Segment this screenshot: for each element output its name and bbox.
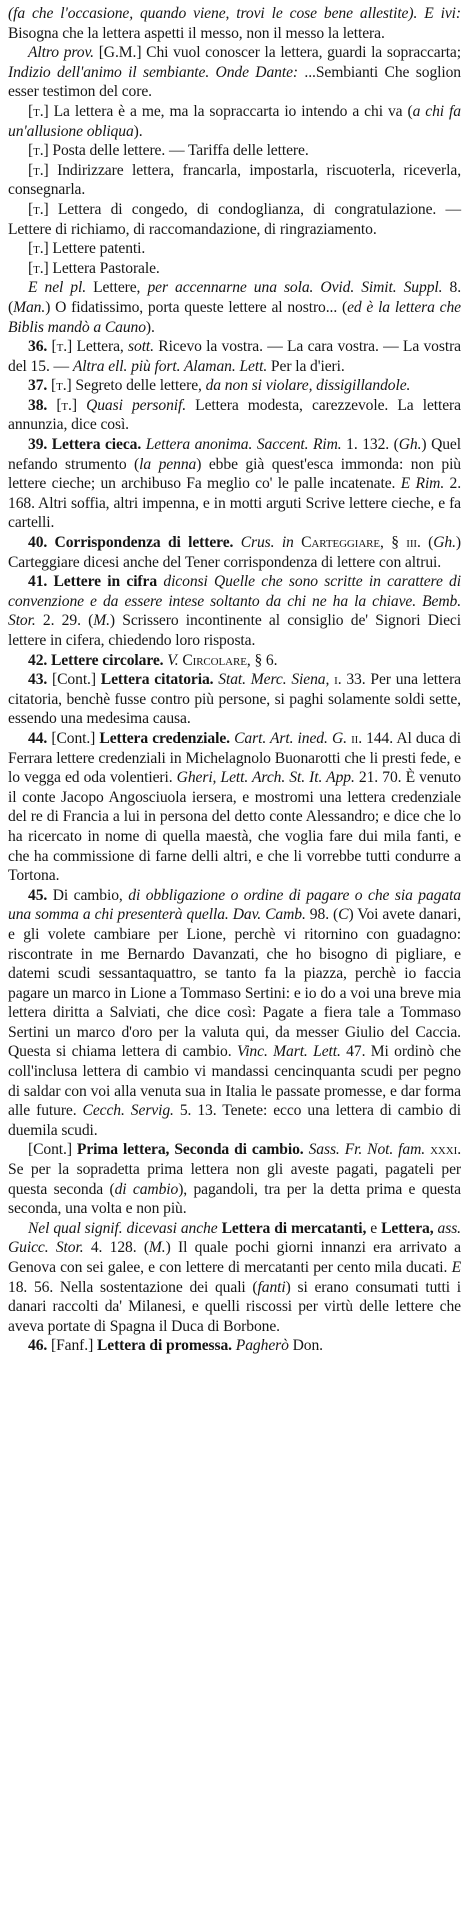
- paragraph-altro-prov: Altro prov. [G.M.] Chi vuol conoscer la lettera, guardi la sopraccarta; Indizio dell'animo il sembiante. Onde Dante: ...Sembianti Che soglion esser testimon del core.: [8, 44, 461, 101]
- paragraph-indirizzare: [t.] Indirizzare lettera, francarla, impostarla, riscuoterla, riceverla, consegnarla.: [8, 161, 461, 199]
- entry-41: 41. Lettere in cifra diconsi Quelle che sono scritte in carattere di convenzione e da essere intese soltanto da chi ne ha la chiave. Bemb. Stor. 2. 29. (M.) Scrissero incontinente al consiglio de' Signori Dieci lettere in cifera, chiedendo loro risposta.: [8, 573, 461, 649]
- paragraph-prima-lettera: [Cont.] Prima lettera, Seconda di cambio. Sass. Fr. Not. fam. xxxi. Se per la sopradetta prima lettera non gli aveste pagati, pagateli per questa seconda (di cambio), pagandoli, tra per la detta prima e questa seconda, una volta e non più.: [8, 1141, 461, 1218]
- entry-39: 39. Lettera cieca. Lettera anonima. Saccent. Rim. 1. 132. (Gh.) Quel nefando strumento (la penna) ebbe già quest'esca immonda: non più lettere cieche; un archibuso Fa meglio co' le palle incatenate. E Rim. 2. 168. Altri soffia, altri impenna, e in motti arguti Scrive lettere cieche, e fa cartelli.: [8, 436, 462, 532]
- entry-37: 37. [t.] Segreto delle lettere, da non si violare, dissigillandole.: [28, 377, 411, 395]
- paragraph-patenti: [t.] Lettere patenti.: [28, 240, 146, 258]
- paragraph-0-continuation: (fa che l'occasione, quando viene, trovi le cose bene allestite). E ivi: Bisogna che la lettera aspetti il messo, non il messo la lettera.: [8, 5, 461, 42]
- entry-36: 36. [t.] Lettera, sott. Ricevo la vostra. — La cara vostra. — La vostra del 15. — Altra ell. più fort. Alaman. Lett. Per la d'ieri.: [8, 338, 461, 375]
- entry-45: 45. Di cambio, di obbligazione o ordine di pagare o che sia pagata una somma a chi presenterà quella. Dav. Camb. 98. (C) Voi avete danari, e gli volete cambiare per Lione, perchè vi ritornino con guadagno: riscontrate in me Bernardo Davanzati, che ho bisogno di pigliare, e datemi scudi sessantaquattro, se tanto fa la piazza, perchè io faccia pagare un marco in Lione a Tommaso Sertini: e io do a voi una breve mia lettera diritta a Salviati, che dice così: Pagate a fiera tale a Tommaso Sertini un marco d'oro per la valuta qui, da messer Giulio del Caccia. Questa si chiama lettera di cambio. Vinc. Mart. Lett. 47. Mi ordinò che coll'inclusa lettera di cambio vi mandassi cencinquanta scudi per pegno di saldar con voi alla venuta sua in Italia le passate promesse, e dar forma alle future. Cecch. Servig. 5. 13. Tenete: ecco una lettera di cambio di duemila scudi.: [8, 886, 462, 1139]
- entry-43: 43. [Cont.] Lettera citatoria. Stat. Merc. Siena, i. 33. Per una lettera citatoria, benchè fusse contro più persone, si paghi solamente soldi sette, essendo una medesima causa.: [8, 671, 461, 728]
- paragraph-pastorale: [t.] Lettera Pastorale.: [28, 259, 160, 277]
- paragraph-nel-qual-signif: Nel qual signif. dicevasi anche Lettera di mercatanti, e Lettera, ass. Guicc. Stor. 4. 128. (M.) Il quale pochi giorni innanzi era arrivato a Genova con sei galee, e con lettere di mercatanti per cento mila ducati. E 18. 56. Nella sostentazione dei quali (fanti) si erano consumati tutti i danari raccolti da' Milanesi, e quelli riscossi per virtù delle lettere che aveva portate di Spagna il Duca di Borbone.: [8, 1219, 462, 1335]
- p0-italic-1: (fa che l'occasione, quando viene, trovi le cose bene allestite). E ivi:: [8, 5, 461, 22]
- entry-46: 46. [Fanf.] Lettera di promessa. Pagherò Don.: [28, 1337, 323, 1355]
- paragraph-sopraccarta: [t.] La lettera è a me, ma la sopraccarta io intendo a chi va (a chi fa un'allusione obliqua).: [8, 102, 461, 140]
- paragraph-posta: [t.] Posta delle lettere. — Tariffa delle lettere.: [28, 142, 309, 160]
- entry-40: 40. Corrispondenza di lettere. Crus. in Carteggiare, § iii. (Gh.) Carteggiare dicesi anche del Tener corrispondenza di lettere con altrui.: [8, 534, 462, 571]
- paragraph-congedo: [t.] Lettera di congedo, di condoglianza, di congratulazione. — Lettere di richiamo, di raccomandazione, di ringraziamento.: [8, 200, 461, 238]
- entry-42: 42. Lettere circolare. V. Circolare, § 6.: [28, 651, 278, 669]
- entry-44: 44. [Cont.] Lettera credenziale. Cart. Art. ined. G. ii. 144. Al duca di Ferrara lettere credenziali in Michelagnolo Buonarotti che li presti fede, e lo vegga ed oda volentieri. Gheri, Lett. Arch. St. It. App. 21. 70. È venuto il conte Jacopo Angosciuola iersera, e mostromi una lettera credenziale del re di Francia a lui in persona del detto conte Alessandro; e dice che lo ha ricercato in nome di quella maestà, che voglia fare dui mila fanti, e che ha commissione di farne delli altri, e che li vorrebbe tutti condurre a Tortona.: [8, 729, 461, 885]
- entry-38: 38. [t.] Quasi personif. Lettera modesta, carezzevole. La lettera annunzia, dice così.: [8, 396, 461, 434]
- paragraph-nel-pl: E nel pl. Lettere, per accennarne una sola. Ovid. Simit. Suppl. 8. (Man.) O fidatissimo, porta queste lettere al nostro... (ed è la lettera che Biblis mandò a Cauno).: [8, 279, 461, 336]
